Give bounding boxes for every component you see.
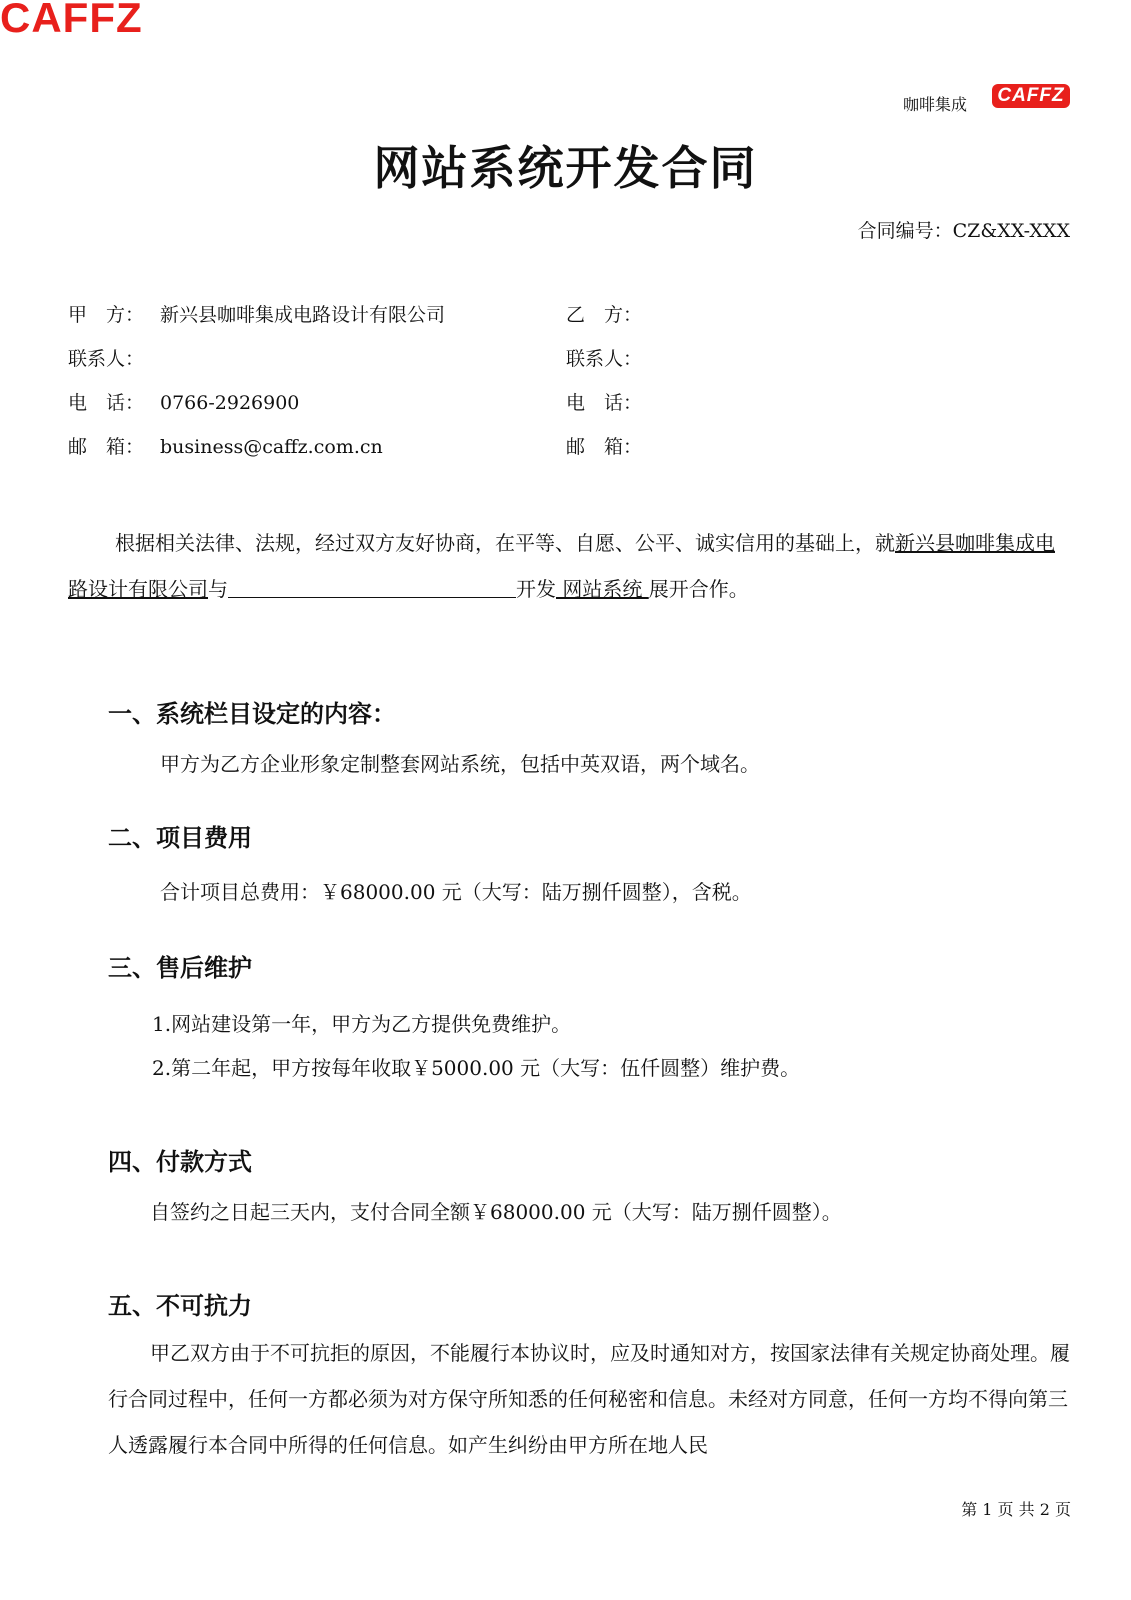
party-b-email-row <box>566 432 644 459</box>
section-4-line-1: 自签约之日起三天内，支付合同全额￥68000.00 元（大写：陆万捌仟圆整）。 <box>150 1200 842 1224</box>
intro-text-3: 开发 <box>516 577 556 601</box>
party-a-label: 甲 方： <box>68 304 145 326</box>
watermark-text: CAFFZ <box>0 0 143 41</box>
party-a-contact-label: 联系人： <box>68 348 145 370</box>
section-5-paragraph: 甲乙双方由于不可抗拒的原因，不能履行本协议时，应及时通知对方，按国家法律有关规定协商处理。履行合同过程中，任何一方都必须为对方保守所知悉的任何秘密和信息。未经对方同意，任何一方均不得向第三人透露履行本合同中所得的任何信息。如产生纠纷由甲方所在地人民 <box>108 1341 1070 1457</box>
party-b-blank-line <box>228 575 516 598</box>
section-1-line-1: 甲方为乙方企业形象定制整套网站系统，包括中英双语，两个域名。 <box>160 752 760 776</box>
intro-paragraph <box>68 520 1070 612</box>
party-b-email-label: 邮 箱： <box>566 436 643 458</box>
party-a-email-row <box>68 432 383 459</box>
intro-text-4: 展开合作。 <box>648 577 749 601</box>
section-2-heading: 二、项目费用 <box>108 824 252 852</box>
section-1-heading: 一、系统栏目设定的内容： <box>108 700 396 728</box>
party-b-contact-label: 联系人： <box>566 348 643 370</box>
party-a-phone: 0766-2926900 <box>160 392 300 414</box>
section-5-heading: 五、不可抗力 <box>108 1292 252 1320</box>
intro-project: 网站系统 <box>556 577 649 601</box>
section-4-heading: 四、付款方式 <box>108 1148 252 1176</box>
party-b-row <box>566 300 644 327</box>
contract-number: 合同编号：CZ&XX-XXX <box>857 220 1070 242</box>
section-3-line-2: 2.第二年起，甲方按每年收取￥5000.00 元（大写：伍仟圆整）维护费。 <box>152 1056 801 1080</box>
party-a-email-label: 邮 箱： <box>68 436 145 458</box>
party-b-label: 乙 方： <box>566 304 643 326</box>
party-a-contact-row <box>68 344 160 371</box>
party-a-phone-label: 电 话： <box>68 392 145 414</box>
intro-company: 新兴县咖啡集成电路设计有限公司 <box>68 531 1055 601</box>
section-2-line-1: 合计项目总费用：￥68000.00 元（大写：陆万捌仟圆整），含税。 <box>160 880 752 904</box>
page-title: 网站系统开发合同 <box>373 141 758 195</box>
party-b-phone-label: 电 话： <box>566 392 643 414</box>
page-footer: 第 1 页 共 2 页 <box>961 1500 1071 1519</box>
intro-text-2: 与 <box>208 577 228 601</box>
section-3-heading: 三、售后维护 <box>108 954 252 982</box>
party-a-email: business@caffz.com.cn <box>160 436 383 458</box>
intro-text-1: 根据相关法律、法规，经过双方友好协商，在平等、自愿、公平、诚实信用的基础上，就 <box>115 531 895 555</box>
company-logo: CAFFZ <box>992 84 1070 108</box>
section-3-line-1: 1.网站建设第一年，甲方为乙方提供免费维护。 <box>152 1012 572 1036</box>
party-b-contact-row <box>566 344 644 371</box>
header-company-name: 咖啡集成 <box>903 95 968 114</box>
party-b-phone-row <box>566 388 644 415</box>
party-a-phone-row <box>68 388 299 415</box>
party-a-row <box>68 300 445 327</box>
party-a-name: 新兴县咖啡集成电路设计有限公司 <box>160 304 446 326</box>
